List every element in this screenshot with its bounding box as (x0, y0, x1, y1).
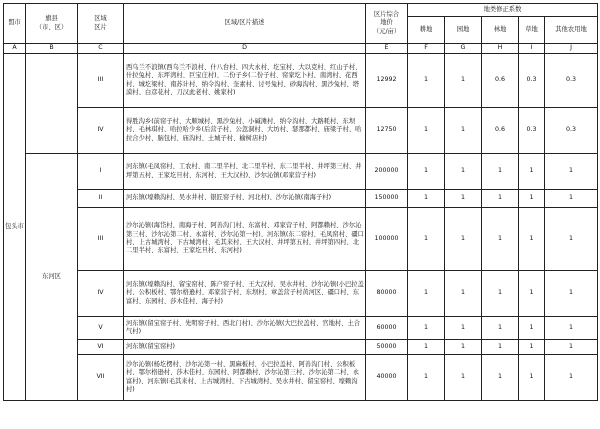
coef-cell: 1 (519, 340, 545, 355)
price-cell: 80000 (366, 271, 408, 317)
coef-cell: 1 (545, 355, 598, 401)
description-cell: 河东镇(壕赖沟村、吴水井村、银匠窑子村、河北村)、沙尔沁镇(南海子村) (124, 190, 366, 208)
header-coef-grass: 草地 (519, 17, 545, 44)
coef-cell: 1 (445, 355, 482, 401)
description-cell: 河东镇(毛凤窑村、工农村、南二里半村、北二里半村、东二里半村、井坪第三村、井坪第五村、王家圪旦村、东河村、王大汉村)、沙尔沁镇(邓家营子村) (124, 154, 366, 190)
table-row (4, 317, 598, 340)
coef-cell: 1 (519, 154, 545, 190)
coef-cell: 1 (408, 190, 445, 208)
zone-cell: I (78, 154, 124, 190)
coef-cell: 1 (445, 108, 482, 154)
coef-cell: 1 (445, 154, 482, 190)
coef-cell: 1 (445, 271, 482, 317)
column-letter: C (78, 44, 124, 54)
zone-cell: III (78, 208, 124, 271)
district-blank-cell (26, 54, 78, 154)
table-row (4, 108, 598, 154)
price-cell: 200000 (366, 154, 408, 190)
coef-cell: 1 (519, 355, 545, 401)
coef-cell: 1 (482, 340, 519, 355)
coef-cell: 0.3 (545, 108, 598, 154)
header-banner-county (26, 4, 78, 44)
coef-cell: 1 (545, 154, 598, 190)
price-cell: 40000 (366, 355, 408, 401)
zone-cell: IV (78, 108, 124, 154)
price-cell: 12992 (366, 54, 408, 108)
coef-cell: 1 (408, 317, 445, 340)
coef-cell: 0.6 (482, 108, 519, 154)
column-letter: D (124, 44, 366, 54)
column-letter-row (4, 44, 598, 54)
coef-cell: 1 (545, 340, 598, 355)
description-cell: 河东镇(留宝窑村) (124, 340, 366, 355)
coef-cell: 1 (408, 108, 445, 154)
header-row (4, 4, 598, 17)
zone-cell: II (78, 190, 124, 208)
zone-cell: III (78, 54, 124, 108)
header-banner-county-text: 旗县 （市、区） (35, 15, 68, 31)
header-zone-text: 区域 区片 (94, 15, 107, 31)
table-row (4, 355, 598, 401)
column-letter: I (519, 44, 545, 54)
column-letter: J (545, 44, 598, 54)
coef-cell: 0.3 (519, 54, 545, 108)
header-coef-other: 其他农用地 (545, 17, 598, 44)
table-row (4, 190, 598, 208)
column-letter: B (26, 44, 78, 54)
zone-cell: V (78, 317, 124, 340)
description-cell: 河东镇(壕赖沟村、留宝窑村、陈户窑子村、王大汉村、吴水井村、沙尔沁镇(小巴拉盖村、公积板村、鄂尔格逊村、邓家营子村、东坝村、章盖营子村黄河区、礓口村、东富村、东园村、莎木佳村、海子村) (124, 271, 366, 317)
column-letter: A (4, 44, 26, 54)
coef-cell: 1 (482, 355, 519, 401)
price-cell: 12750 (366, 108, 408, 154)
table-row (4, 208, 598, 271)
header-coef-cultivated: 耕地 (408, 17, 445, 44)
header-coef-garden: 园地 (445, 17, 482, 44)
table-row (4, 340, 598, 355)
table-row (4, 154, 598, 190)
column-letter: F (408, 44, 445, 54)
header-coef-forest: 林地 (482, 17, 519, 44)
table-row (4, 54, 598, 108)
coef-cell: 1 (545, 317, 598, 340)
city-cell: 包头市 (4, 54, 26, 401)
zone-cell: IV (78, 271, 124, 317)
column-letter: H (482, 44, 519, 54)
coef-cell: 1 (482, 208, 519, 271)
coef-cell: 1 (545, 190, 598, 208)
coef-cell: 1 (408, 154, 445, 190)
coef-cell: 1 (482, 271, 519, 317)
coef-cell: 1 (408, 54, 445, 108)
district-cell: 东河区 (26, 154, 78, 401)
price-cell: 100000 (366, 208, 408, 271)
header-price-text: 区片综合 地价 （元/亩） (372, 11, 401, 35)
description-cell: 得胜沟乡(前窑子村、大顺城村、黑沙兔村、小碱滩村、纳令沟村、大路耗村、东坝村、毛林琪村、哈拉哈少乡(后营子村、公忽洞村、大坊村、瑟那都村、庙梁子村、哈拉合少村、脑包村、庙沟村、土城子村、榆树店村) (124, 108, 366, 154)
price-cell: 150000 (366, 190, 408, 208)
coef-cell: 0.3 (545, 54, 598, 108)
column-letter: E (366, 44, 408, 54)
description-cell: 西乌兰不浪镇(西乌兰不浪村、什八台村、四大永村、圪宝村、大以克村、红山子村、什拉兔村、东坪湾村、巨宝庄村)、二份子乡(二份子村、窑家圪卜村、南湾村、花西村、城圪梁村、南苏计村、纳令沟村、奎素村、讨号兔村、砂海沟村、黑沙兔村、塔漠村、白彦花村、刀汉此老村、姚家村) (124, 54, 366, 108)
coef-cell: 0.6 (482, 54, 519, 108)
description-cell: 沙尔沁镇(海岱村、南海子村、阿善沟门村、东富村、邓家营子村、阿都赖村、沙尔沁第三村、沙尔沁第二村、永富村、沙尔沁第一村)、河东镇(东二窑村、毛凤窑村、礓口村、上古城湾村、下古城湾村、毛其来村、王大汉村、井坪第五村、井坪第四村、北二里半村、东富村、王家圪旦村、东河村) (124, 208, 366, 271)
coef-cell: 1 (408, 271, 445, 317)
zone-cell: VI (78, 340, 124, 355)
coef-cell: 1 (519, 208, 545, 271)
coef-cell: 1 (445, 208, 482, 271)
coef-cell: 1 (408, 355, 445, 401)
coef-cell: 1 (445, 190, 482, 208)
header-price (366, 4, 408, 44)
price-cell: 50000 (366, 340, 408, 355)
description-cell: 河东镇(留宝窑子村、先明窑子村、西北门村)、沙尔沁镇(大巴拉盖村、官地村、土合气村) (124, 317, 366, 340)
coef-cell: 1 (519, 317, 545, 340)
coef-cell: 1 (445, 54, 482, 108)
table-row (4, 271, 598, 317)
price-cell: 60000 (366, 317, 408, 340)
coef-cell: 1 (408, 340, 445, 355)
coef-cell: 1 (519, 190, 545, 208)
header-coef-group: 地类修正系数 (408, 4, 598, 17)
column-letter: G (445, 44, 482, 54)
header-zone (78, 4, 124, 44)
coef-cell: 1 (482, 154, 519, 190)
description-cell: 沙尔沁镇(杨圪楞村、沙尔沁第一村、黑麻板村、小巴拉盖村、阿善沟门村、公积板村、鄂尔格逊村、莎木佳村、东园村、阿都赖村、沙尔沁第三村、沙尔沁第二村、永富村)、河东镇(毛其来村、上古城湾村、下古城湾村、吴水井村、留宝窑村、壕赖沟村) (124, 355, 366, 401)
coef-cell: 1 (482, 190, 519, 208)
land-price-table (3, 3, 598, 401)
coef-cell: 1 (545, 208, 598, 271)
coef-cell: 1 (482, 317, 519, 340)
coef-cell: 1 (445, 340, 482, 355)
header-league-city: 盟市 (4, 4, 26, 44)
coef-cell: 1 (408, 208, 445, 271)
coef-cell: 0.3 (519, 108, 545, 154)
coef-cell: 1 (545, 271, 598, 317)
coef-cell: 1 (445, 317, 482, 340)
coef-cell: 1 (519, 271, 545, 317)
zone-cell: VII (78, 355, 124, 401)
header-description: 区域/区片描述 (124, 4, 366, 44)
